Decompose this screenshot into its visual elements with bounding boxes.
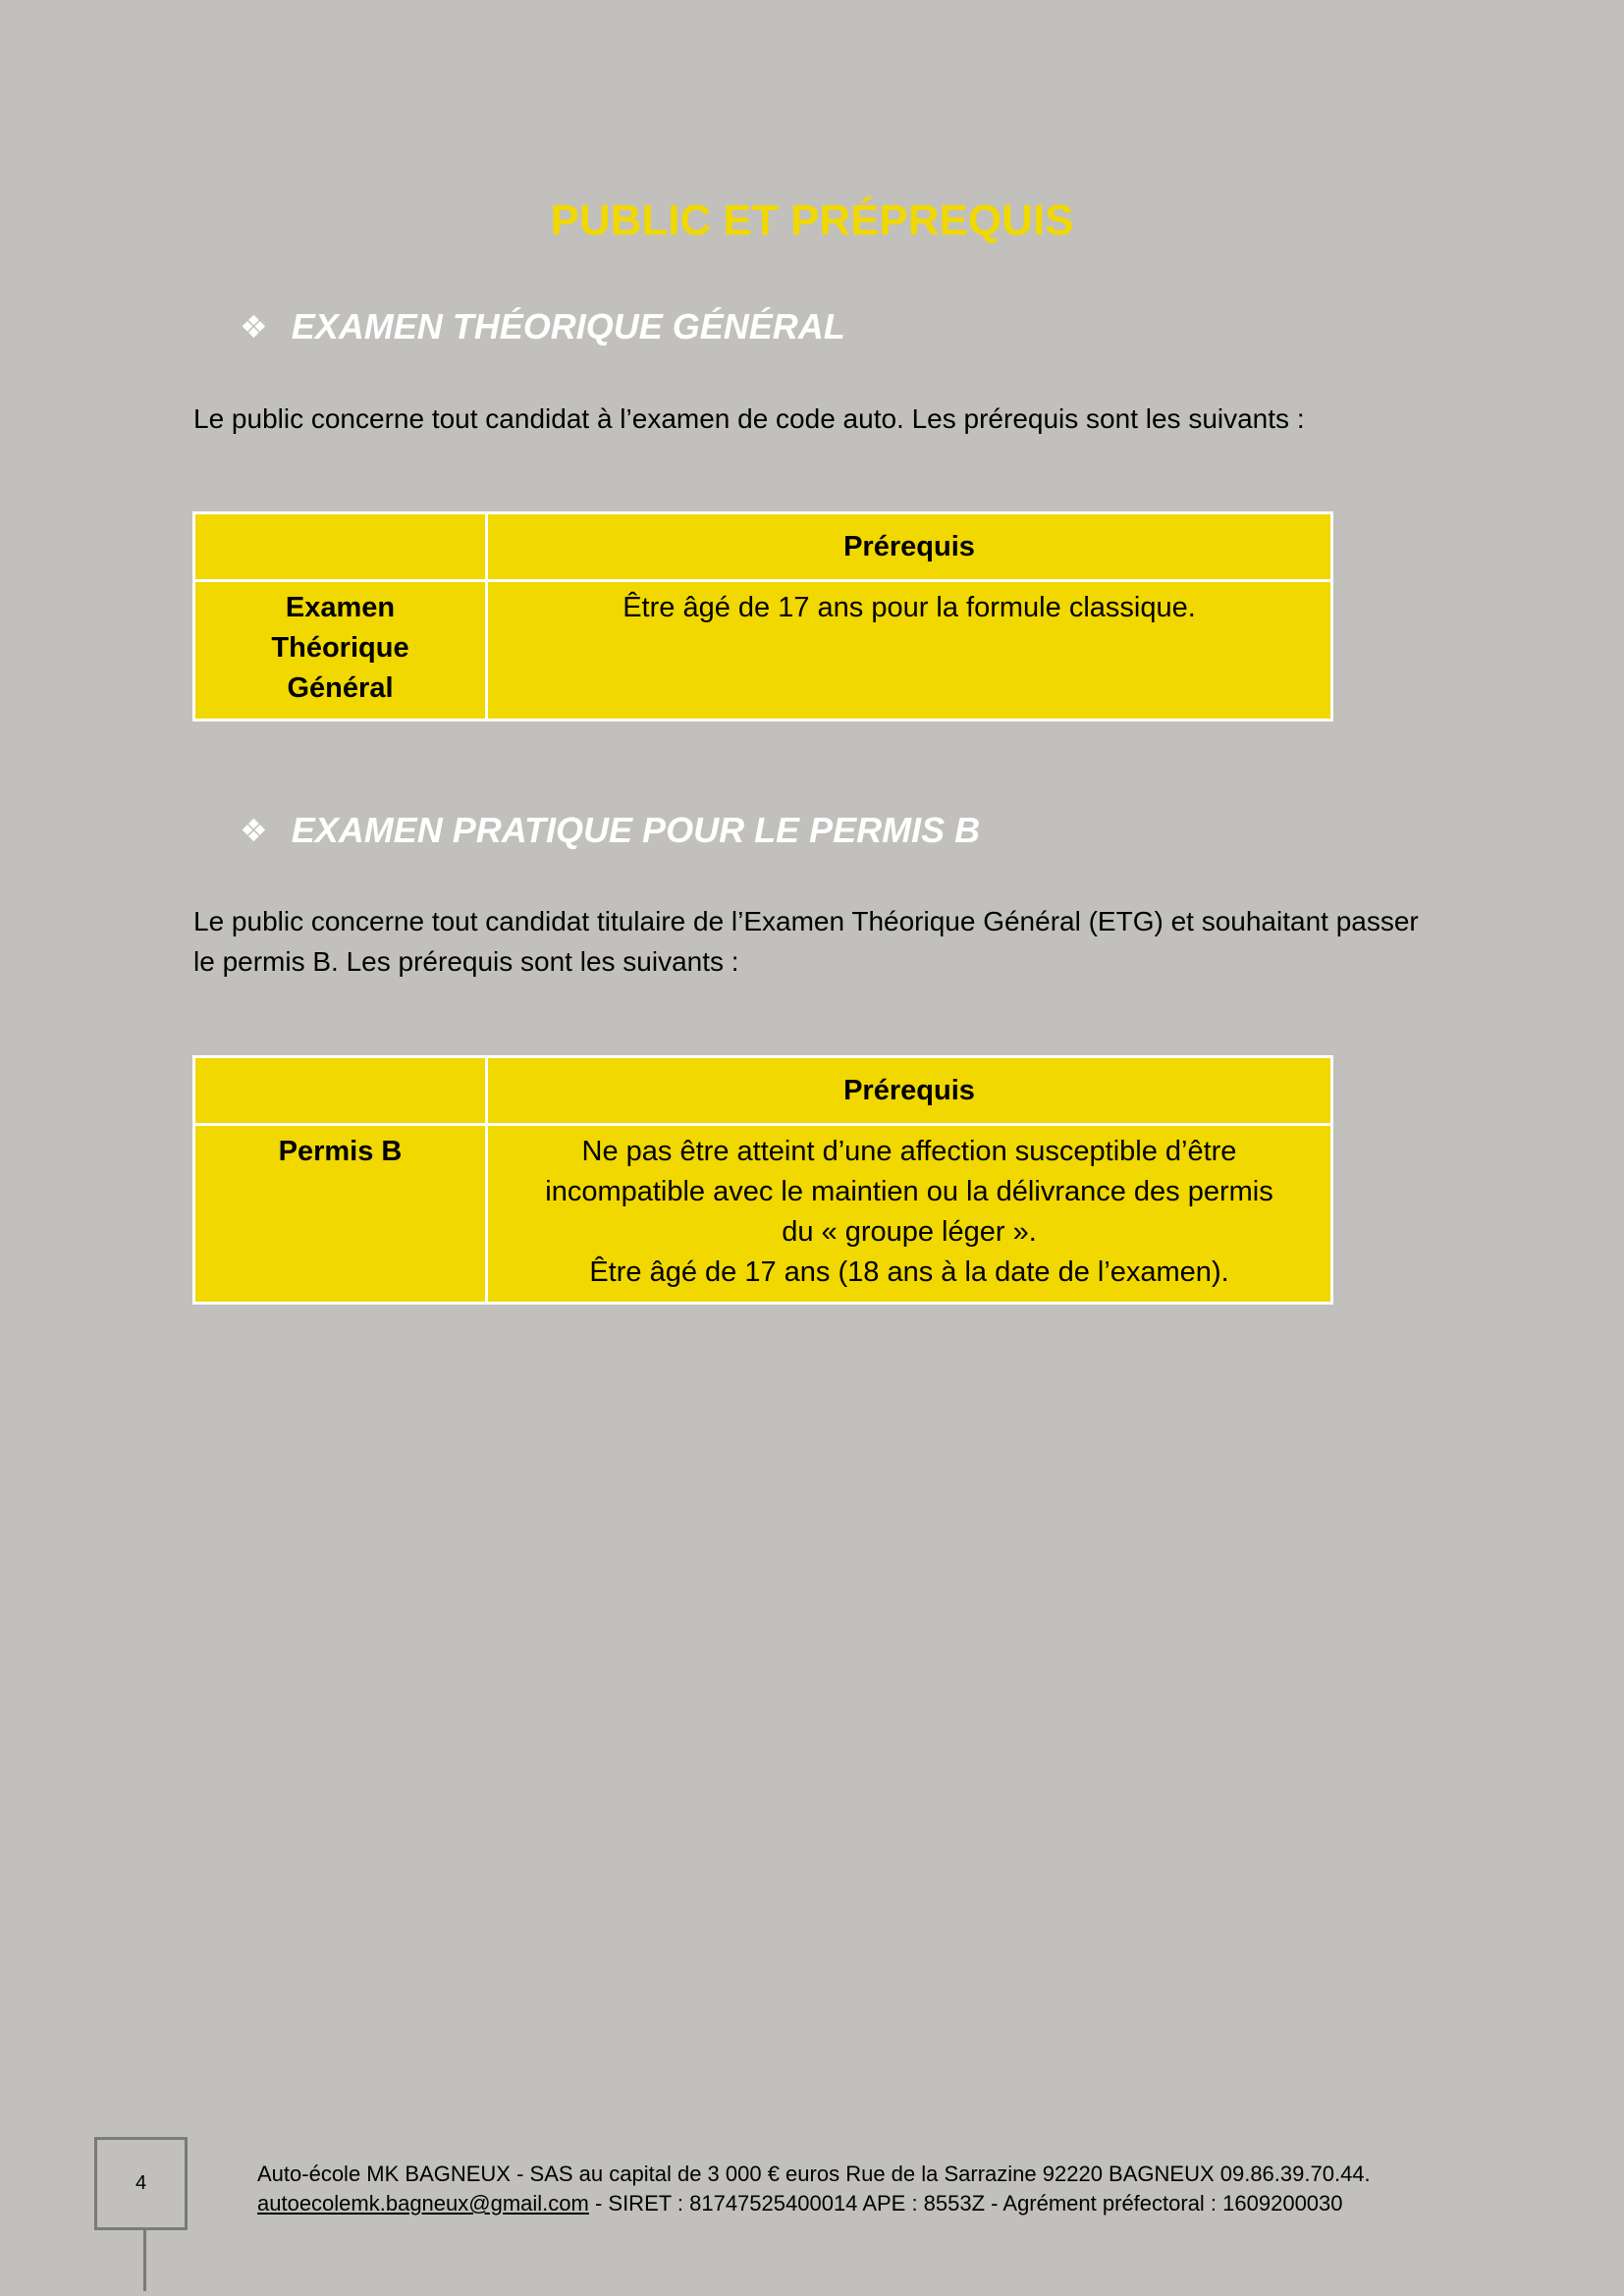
prereq-table-etg [192,511,1333,721]
value-cell-permis-b [487,1125,1332,1304]
prereq-table-permis-b [192,1055,1333,1305]
diamond-icon: ❖ [240,309,268,345]
header-cell-prerequis: Prérequis [487,513,1332,581]
footer-text [257,2160,1371,2218]
value-cell-etg [487,581,1332,721]
row-label-line: Théorique [271,632,409,664]
row-label-line: Examen [285,592,396,623]
intro-line: Le public concerne tout candidat titulaire de l’Examen Théorique Général (ETG) et souhaitant passer [193,906,1419,936]
table-header-row [194,513,1332,581]
value-line: Être âgé de 17 ans pour la formule classique. [623,592,1196,623]
intro-paragraph-etg: Le public concerne tout candidat à l’examen de code auto. Les prérequis sont les suivants : [193,403,1305,434]
diamond-icon: ❖ [240,813,268,848]
table-header-row [194,1057,1332,1125]
footer-legal-info: - SIRET : 81747525400014 APE : 8553Z - Agrément préfectoral : 1609200030 [588,2191,1343,2216]
value-line: Ne pas être atteint d’une affection susceptible d’être [581,1136,1237,1167]
row-label-line: Permis B [278,1136,403,1167]
page-number-box [94,2137,188,2230]
footer-line-2 [257,2189,1371,2218]
intro-paragraph-permis-b [193,901,1440,982]
page-title: PUBLIC ET PRÉPREQUIS [550,196,1074,244]
value-line: Être âgé de 17 ans (18 ans à la date de l’examen). [589,1256,1229,1288]
table-row [194,1125,1332,1304]
row-label-permis-b [194,1125,487,1304]
value-line: du « groupe léger ». [782,1216,1037,1248]
empty-header-cell [194,513,487,581]
section-heading-text: EXAMEN PRATIQUE POUR LE PERMIS B [291,810,981,850]
intro-line: le permis B. Les prérequis sont les suivants : [193,946,739,977]
row-label-etg [194,581,487,721]
value-line: incompatible avec le maintien ou la délivrance des permis [545,1176,1273,1207]
empty-header-cell [194,1057,487,1125]
header-cell-prerequis: Prérequis [487,1057,1332,1125]
footer-email-link[interactable]: autoecolemk.bagneux@gmail.com [257,2191,589,2216]
section-heading-etg [240,306,845,347]
section-heading-permis-b [240,810,980,851]
page-number: 4 [135,2172,147,2194]
table-row [194,581,1332,721]
footer-divider-line [143,2230,146,2291]
section-heading-text: EXAMEN THÉORIQUE GÉNÉRAL [291,306,845,347]
row-label-line: Général [287,672,394,704]
footer-line-1: Auto-école MK BAGNEUX - SAS au capital de 3 000 € euros Rue de la Sarrazine 92220 BAGNEUX 09.86.39.70.44. [257,2162,1371,2186]
